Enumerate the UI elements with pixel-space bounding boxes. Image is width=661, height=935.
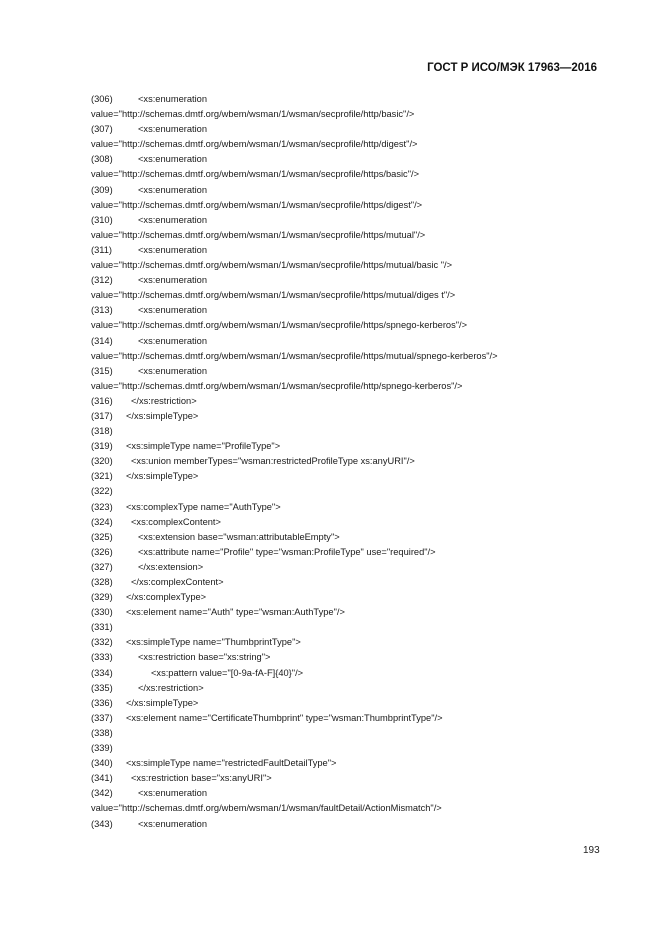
line-number: (323) <box>91 501 113 512</box>
code-line <box>91 726 631 741</box>
line-number: (334) <box>91 667 113 678</box>
line-number: (312) <box>91 275 113 286</box>
code-line <box>91 650 631 665</box>
code-line <box>91 394 631 409</box>
line-number: (329) <box>91 592 113 603</box>
code-line <box>91 545 631 560</box>
code-line <box>91 469 631 484</box>
code-line <box>91 137 631 152</box>
line-number: (330) <box>91 607 113 618</box>
line-number: (317) <box>91 410 113 421</box>
line-number: (327) <box>91 561 113 572</box>
code-line <box>91 560 631 575</box>
code-text: value="http://schemas.dmtf.org/wbem/wsman/1/wsman/secprofile/https/basic"/> <box>91 169 420 180</box>
code-text: <xs:enumeration <box>138 818 207 829</box>
line-number: (332) <box>91 637 113 648</box>
line-number: (342) <box>91 788 113 799</box>
code-text: </xs:simpleType> <box>126 410 199 421</box>
code-line <box>91 334 631 349</box>
code-text: value="http://schemas.dmtf.org/wbem/wsman/1/wsman/secprofile/https/digest"/> <box>91 199 423 210</box>
code-line <box>91 183 631 198</box>
code-line <box>91 817 631 832</box>
page-number: 193 <box>583 845 600 856</box>
code-line <box>91 409 631 424</box>
code-text: value="http://schemas.dmtf.org/wbem/wsman/1/wsman/secprofile/http/basic"/> <box>91 109 415 120</box>
code-line <box>91 273 631 288</box>
code-text: value="http://schemas.dmtf.org/wbem/wsman/1/wsman/secprofile/https/mutual/basic "/> <box>91 260 453 271</box>
code-text: value="http://schemas.dmtf.org/wbem/wsman/1/wsman/secprofile/http/digest"/> <box>91 139 418 150</box>
code-line <box>91 424 631 439</box>
line-number: (314) <box>91 335 113 346</box>
code-line <box>91 152 631 167</box>
code-text: </xs:simpleType> <box>126 697 199 708</box>
code-text: <xs:enumeration <box>138 365 207 376</box>
code-text: <xs:restriction base="xs:anyURI"> <box>131 773 272 784</box>
code-line <box>91 756 631 771</box>
code-text: <xs:enumeration <box>138 94 207 104</box>
line-number: (316) <box>91 395 113 406</box>
code-line <box>91 696 631 711</box>
line-number: (337) <box>91 712 113 723</box>
line-number: (321) <box>91 471 113 482</box>
line-number: (326) <box>91 546 113 557</box>
code-text: value="http://schemas.dmtf.org/wbem/wsman/1/wsman/secprofile/https/spnego-kerberos"/> <box>91 320 468 331</box>
line-number: (328) <box>91 577 113 587</box>
code-text: <xs:enumeration <box>138 335 207 346</box>
line-number: (322) <box>91 486 113 497</box>
code-line <box>91 741 631 756</box>
code-line <box>91 107 631 122</box>
code-line <box>91 500 631 515</box>
code-text: <xs:enumeration <box>138 214 207 225</box>
code-text: <xs:extension base="wsman:attributableEmpty"> <box>138 531 340 542</box>
code-line <box>91 454 631 469</box>
code-line <box>91 349 631 364</box>
line-number: (333) <box>91 652 113 663</box>
code-text: value="http://schemas.dmtf.org/wbem/wsman/1/wsman/secprofile/http/spnego-kerberos"/> <box>91 380 463 391</box>
code-text: </xs:complexType> <box>126 592 207 603</box>
code-text: value="http://schemas.dmtf.org/wbem/wsman/1/wsman/secprofile/https/mutual"/> <box>91 229 426 240</box>
code-text: <xs:enumeration <box>138 244 207 255</box>
code-line <box>91 167 631 182</box>
code-line <box>91 515 631 530</box>
line-number: (338) <box>91 727 113 738</box>
line-number: (310) <box>91 214 113 225</box>
code-line <box>91 575 631 590</box>
document-header: ГОСТ Р ИСО/МЭК 17963—2016 <box>427 62 597 74</box>
line-number: (341) <box>91 773 113 784</box>
line-number: (313) <box>91 305 113 316</box>
line-number: (331) <box>91 622 113 633</box>
line-number: (307) <box>91 124 113 135</box>
code-line <box>91 379 631 394</box>
line-number: (340) <box>91 758 113 769</box>
code-line <box>91 243 631 258</box>
line-number: (320) <box>91 456 113 467</box>
code-text: value="http://schemas.dmtf.org/wbem/wsman/1/wsman/faultDetail/ActionMismatch"/> <box>91 803 442 814</box>
code-text: <xs:simpleType name="restrictedFaultDetailType"> <box>126 758 337 769</box>
code-text: value="http://schemas.dmtf.org/wbem/wsman/1/wsman/secprofile/https/mutual/diges t"/> <box>91 290 456 301</box>
line-number: (306) <box>91 94 113 104</box>
line-number: (325) <box>91 531 113 542</box>
code-line <box>91 590 631 605</box>
code-text: <xs:complexType name="AuthType"> <box>126 501 281 512</box>
code-line <box>91 605 631 620</box>
code-line <box>91 620 631 635</box>
code-line <box>91 711 631 726</box>
code-line <box>91 92 631 107</box>
code-text: <xs:enumeration <box>138 275 207 286</box>
code-text: <xs:pattern value="[0-9a-fA-F]{40}"/> <box>151 667 304 678</box>
code-text: <xs:attribute name="Profile" type="wsman:ProfileType" use="required"/> <box>138 546 436 557</box>
code-line <box>91 439 631 454</box>
code-text: <xs:element name="CertificateThumbprint" type="wsman:ThumbprintType"/> <box>126 712 443 723</box>
code-line <box>91 681 631 696</box>
code-text: <xs:enumeration <box>138 788 207 799</box>
code-line <box>91 213 631 228</box>
line-number: (319) <box>91 441 113 452</box>
code-line <box>91 530 631 545</box>
code-line <box>91 258 631 273</box>
line-number: (315) <box>91 365 113 376</box>
code-text: <xs:enumeration <box>138 154 207 165</box>
code-text: <xs:enumeration <box>138 124 207 135</box>
code-line <box>91 635 631 650</box>
code-line <box>91 228 631 243</box>
line-number: (311) <box>91 244 113 255</box>
code-text: <xs:enumeration <box>138 184 207 195</box>
code-text: <xs:complexContent> <box>131 516 221 527</box>
code-text: <xs:enumeration <box>138 305 207 316</box>
line-number: (336) <box>91 697 113 708</box>
code-line <box>91 666 631 681</box>
code-line <box>91 198 631 213</box>
code-text: </xs:restriction> <box>131 395 197 406</box>
code-text: <xs:element name="Auth" type="wsman:AuthType"/> <box>126 607 345 618</box>
line-number: (324) <box>91 516 113 527</box>
code-line <box>91 122 631 137</box>
line-number: (339) <box>91 743 113 754</box>
xml-code-listing <box>91 92 631 832</box>
code-line <box>91 303 631 318</box>
code-text: </xs:restriction> <box>138 682 204 693</box>
code-text: <xs:union memberTypes="wsman:restrictedProfileType xs:anyURI"/> <box>131 456 415 467</box>
code-text: </xs:extension> <box>138 561 204 572</box>
code-text: <xs:simpleType name="ProfileType"> <box>126 441 281 452</box>
code-text: </xs:complexContent> <box>131 577 224 587</box>
code-text: </xs:simpleType> <box>126 471 199 482</box>
line-number: (318) <box>91 426 113 437</box>
code-line <box>91 288 631 303</box>
line-number: (343) <box>91 818 113 829</box>
code-line <box>91 484 631 499</box>
code-text: value="http://schemas.dmtf.org/wbem/wsman/1/wsman/secprofile/https/mutual/spnego-kerberos"/> <box>91 350 498 361</box>
code-line <box>91 771 631 786</box>
code-line <box>91 801 631 816</box>
code-line <box>91 318 631 333</box>
code-text: <xs:simpleType name="ThumbprintType"> <box>126 637 301 648</box>
line-number: (309) <box>91 184 113 195</box>
line-number: (335) <box>91 682 113 693</box>
code-text: <xs:restriction base="xs:string"> <box>138 652 271 663</box>
code-line <box>91 786 631 801</box>
line-number: (308) <box>91 154 113 165</box>
code-line <box>91 364 631 379</box>
